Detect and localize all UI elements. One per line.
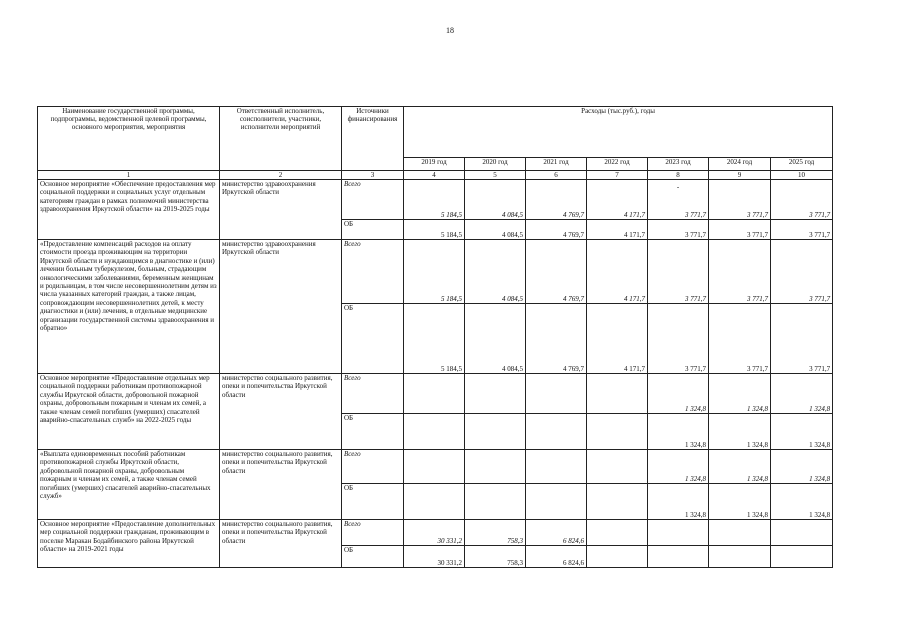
total-value: 6 824,6: [526, 520, 587, 546]
column-index-3: 3: [342, 171, 404, 180]
total-value: 758,3: [465, 520, 526, 546]
total-value: 1 324,8: [771, 374, 833, 414]
header-executor: Ответственный исполнитель, соисполнители, участники, исполнители мероприятий: [220, 107, 342, 171]
header-index-row: [38, 171, 833, 180]
ob-value: 4 171,7: [587, 220, 648, 240]
measure-name: Основное мероприятие «Предоставление дополнительных мер социальной поддержки гражданам, проживающим в поселке Маракан Бодайбинского района Иркутской области» на 2019-2021 годы: [38, 520, 220, 568]
header-row: [38, 107, 833, 158]
ob-value: 3 771,7: [648, 304, 709, 374]
table-row: [38, 374, 833, 414]
total-value: 4 769,7: [526, 180, 587, 220]
ob-value: 1 324,8: [709, 414, 771, 450]
header-source: Источники финансирования: [342, 107, 404, 171]
header-year-4: 2022 год: [587, 158, 648, 171]
ob-value: 1 324,8: [709, 484, 771, 520]
source-total-label: Всего: [342, 374, 404, 414]
ob-value: 1 324,8: [771, 414, 833, 450]
total-value: 1 324,8: [771, 450, 833, 484]
total-value: [465, 374, 526, 414]
total-value: [648, 520, 709, 546]
ob-value: [648, 546, 709, 568]
measure-executor: министерство социального развития, опеки и попечительства Иркутской области: [220, 450, 342, 520]
total-value: 4 171,7: [587, 180, 648, 220]
measure-executor: министерство здравоохранения Иркутской области: [220, 240, 342, 374]
ob-value: 758,3: [465, 546, 526, 568]
column-index-1: 1: [38, 171, 220, 180]
header-year-7: 2025 год: [771, 158, 833, 171]
total-value: 4 171,7: [587, 240, 648, 304]
source-total-label: Всего: [342, 450, 404, 484]
total-value: [404, 374, 465, 414]
column-index-5: 5: [465, 171, 526, 180]
page-number: 18: [446, 26, 454, 35]
header-year-3: 2021 год: [526, 158, 587, 171]
dash-mark: -: [676, 183, 680, 191]
source-ob-label: ОБ: [342, 304, 404, 374]
ob-value: 3 771,7: [648, 220, 709, 240]
header-year-5: 2023 год: [648, 158, 709, 171]
ob-value: 4 084,5: [465, 304, 526, 374]
expenditure-table: [37, 106, 833, 568]
ob-value: 4 171,7: [587, 304, 648, 374]
total-value: 3 771,7: [709, 180, 771, 220]
ob-value: [404, 414, 465, 450]
column-index-6: 6: [526, 171, 587, 180]
total-value: [587, 520, 648, 546]
measure-name: «Выплата единовременных пособий работникам противопожарной службы Иркутской области, добровольной пожарной охраны, добровольным пожарным и членам их семей, а также членам семей погибших (умерших) спасателей аварийно-спасательных служб»: [38, 450, 220, 520]
table-row: [38, 520, 833, 546]
column-index-7: 7: [587, 171, 648, 180]
header-name: Наименование государственной программы, подпрограммы, ведомственной целевой программы, основного мероприятия, мероприятия: [38, 107, 220, 171]
measure-name: Основное мероприятие «Предоставление отдельных мер социальной поддержки работникам противопожарной службы Иркутской области, добровольной пожарной охраны, добровольным пожарным и членам их семей, а также членам семей погибших (умерших) спасателей аварийно-спасательных служб» на 2022-2025 годы: [38, 374, 220, 450]
measure-name: Основное мероприятие «Обеспечение предоставления мер социальной поддержки и социальных услуг отдельным категориям граждан в рамках полномочий министерства здравоохранения Иркутской области» на 2019-2025 годы: [38, 180, 220, 240]
source-ob-label: ОБ: [342, 546, 404, 568]
column-index-4: 4: [404, 171, 465, 180]
ob-value: [465, 414, 526, 450]
total-value: 30 331,2: [404, 520, 465, 546]
total-value: 4 084,5: [465, 240, 526, 304]
total-value: [404, 450, 465, 484]
header-expenses: Расходы (тыс.руб.), годы: [404, 107, 833, 158]
total-value: 5 184,5: [404, 180, 465, 220]
total-value: [709, 520, 771, 546]
ob-value: 3 771,7: [709, 304, 771, 374]
source-total-label: Всего: [342, 240, 404, 304]
measure-name: «Предоставление компенсаций расходов на оплату стоимости проезда проживающим на территории Иркутской области и нуждающимся в диагностике и (или) лечении больным туберкулезом, больным, страдающим онкологическими заболеваниями, беременным женщинам и родильницам, в том числе несовершеннолетним детям из числа указанных категорий граждан, а также лицам, сопровождающим несовершеннолетних детей, к месту диагностики и (или) лечения, в отдельные медицинские организации государственной системы здравоохранения и обратно»: [38, 240, 220, 374]
ob-value: 1 324,8: [771, 484, 833, 520]
ob-value: 4 084,5: [465, 220, 526, 240]
measure-executor: министерство здравоохранения Иркутской области: [220, 180, 342, 240]
ob-value: [587, 546, 648, 568]
total-value: 1 324,8: [648, 374, 709, 414]
total-value: 1 324,8: [709, 374, 771, 414]
total-value: [587, 450, 648, 484]
total-value: [587, 374, 648, 414]
source-ob-label: ОБ: [342, 414, 404, 450]
ob-value: 30 331,2: [404, 546, 465, 568]
header-year-1: 2019 год: [404, 158, 465, 171]
ob-value: [404, 484, 465, 520]
ob-value: [526, 414, 587, 450]
total-value: [526, 450, 587, 484]
total-value: 5 184,5: [404, 240, 465, 304]
table-row: [38, 180, 833, 220]
ob-value: [771, 546, 833, 568]
source-ob-label: ОБ: [342, 484, 404, 520]
total-value-text: 3 771,7: [685, 211, 706, 219]
ob-value: [587, 414, 648, 450]
measure-executor: министерство социального развития, опеки и попечительства Иркутской области: [220, 374, 342, 450]
ob-value: 3 771,7: [771, 220, 833, 240]
total-value: 3 771,7: [771, 240, 833, 304]
total-value: 4 769,7: [526, 240, 587, 304]
source-total-label: Всего: [342, 180, 404, 220]
ob-value: 3 771,7: [709, 220, 771, 240]
column-index-2: 2: [220, 171, 342, 180]
ob-value: 4 769,7: [526, 304, 587, 374]
ob-value: 3 771,7: [771, 304, 833, 374]
ob-value: [709, 546, 771, 568]
ob-value: 1 324,8: [648, 484, 709, 520]
header-year-6: 2024 год: [709, 158, 771, 171]
ob-value: 5 184,5: [404, 220, 465, 240]
total-value: [771, 520, 833, 546]
column-index-10: 10: [771, 171, 833, 180]
total-value: [465, 450, 526, 484]
measure-executor: министерство социального развития, опеки и попечительства Иркутской области: [220, 520, 342, 568]
ob-value: [465, 484, 526, 520]
total-value: 3 771,7: [771, 180, 833, 220]
ob-value: 6 824,6: [526, 546, 587, 568]
ob-value: [526, 484, 587, 520]
total-value: 3 771,7: [709, 240, 771, 304]
column-index-8: 8: [648, 171, 709, 180]
table-row: [38, 450, 833, 484]
total-value: 4 084,5: [465, 180, 526, 220]
header-year-2: 2020 год: [465, 158, 526, 171]
source-ob-label: ОБ: [342, 220, 404, 240]
total-value: [648, 180, 709, 220]
ob-value: 5 184,5: [404, 304, 465, 374]
table-row: [38, 240, 833, 304]
ob-value: [587, 484, 648, 520]
total-value: 1 324,8: [648, 450, 709, 484]
ob-value: 1 324,8: [648, 414, 709, 450]
total-value: 1 324,8: [709, 450, 771, 484]
total-value: [526, 374, 587, 414]
column-index-9: 9: [709, 171, 771, 180]
total-value: 3 771,7: [648, 240, 709, 304]
source-total-label: Всего: [342, 520, 404, 546]
ob-value: 4 769,7: [526, 220, 587, 240]
